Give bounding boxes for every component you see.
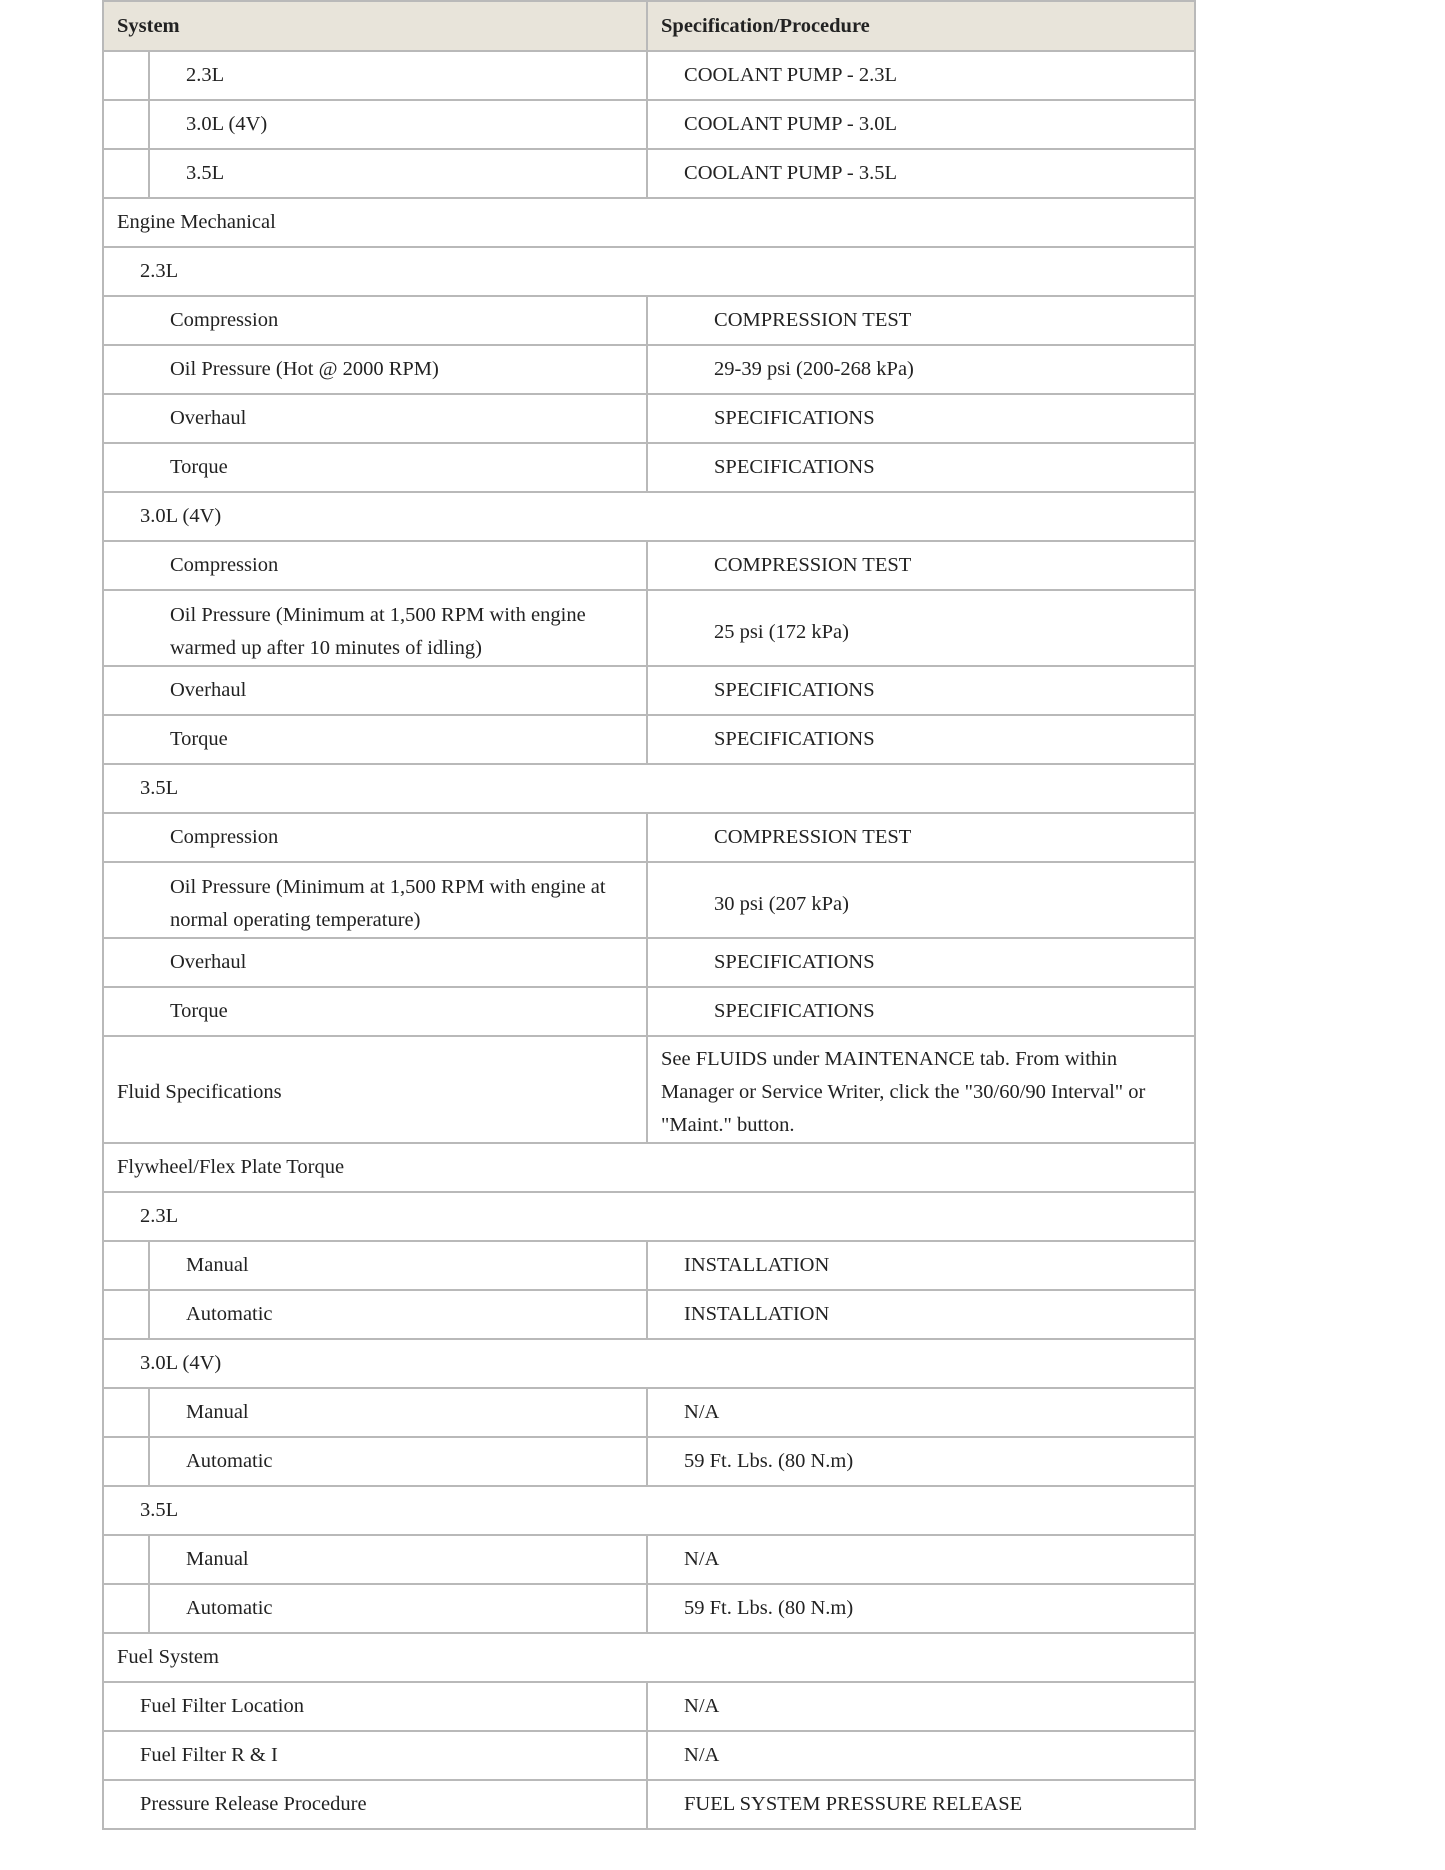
- system-cell: [103, 715, 647, 764]
- table-row: [103, 1682, 1195, 1731]
- row-label: Manual: [186, 1401, 249, 1423]
- row-value: FUEL SYSTEM PRESSURE RELEASE: [684, 1793, 1023, 1815]
- row-label: 3.5L: [186, 162, 225, 184]
- system-cell: [103, 1731, 647, 1780]
- row-label: Torque: [170, 1000, 228, 1022]
- group-label: 3.5L: [140, 1499, 179, 1521]
- group-label: 3.5L: [140, 777, 179, 799]
- spec-cell: [647, 1731, 1195, 1780]
- row-label: Compression: [170, 309, 279, 331]
- spec-cell: [647, 394, 1195, 443]
- row-label: Fuel Filter R & I: [140, 1744, 278, 1766]
- table-row: [103, 394, 1195, 443]
- spec-cell: [647, 590, 1195, 666]
- spec-cell: [647, 666, 1195, 715]
- row-value: SPECIFICATIONS: [714, 407, 875, 429]
- section-header-cell: [103, 1143, 1195, 1192]
- table-row: [103, 987, 1195, 1036]
- table-row: [103, 1437, 1195, 1486]
- spec-cell: [647, 51, 1195, 100]
- spec-cell: [647, 1036, 1195, 1143]
- gutter-cell: [103, 149, 149, 198]
- table-row: [103, 666, 1195, 715]
- row-label: Torque: [170, 456, 228, 478]
- row-label: 3.0L (4V): [186, 113, 268, 135]
- gutter-cell: [103, 1290, 149, 1339]
- group-label: 2.3L: [140, 260, 179, 282]
- spec-cell: [647, 938, 1195, 987]
- system-cell: [103, 443, 647, 492]
- table-row: [103, 247, 1195, 296]
- table-row: [103, 1143, 1195, 1192]
- spec-cell: [647, 1682, 1195, 1731]
- group-label: 3.0L (4V): [140, 505, 222, 527]
- section-label: Flywheel/Flex Plate Torque: [117, 1156, 345, 1178]
- spec-cell: [647, 715, 1195, 764]
- row-label: Pressure Release Procedure: [140, 1793, 367, 1815]
- system-cell: [103, 394, 647, 443]
- section-label: Fuel System: [117, 1646, 219, 1668]
- row-value: COOLANT PUMP - 2.3L: [684, 64, 898, 86]
- table-row: [103, 1486, 1195, 1535]
- table-row: [103, 1241, 1195, 1290]
- row-value: SPECIFICATIONS: [714, 679, 875, 701]
- row-value: COMPRESSION TEST: [714, 554, 912, 576]
- row-value: 29-39 psi (200-268 kPa): [714, 358, 914, 380]
- system-cell: [103, 1036, 647, 1143]
- row-label: 2.3L: [186, 64, 225, 86]
- row-value: N/A: [684, 1744, 720, 1766]
- group-header-cell: [103, 247, 1195, 296]
- row-label: Oil Pressure (Minimum at 1,500 RPM with engine warmed up after 10 minutes of idling): [170, 604, 586, 659]
- row-label: Fluid Specifications: [117, 1081, 282, 1103]
- spec-cell: [647, 813, 1195, 862]
- row-label: Overhaul: [170, 407, 247, 429]
- header-row: [103, 1, 1195, 51]
- table-row: [103, 1633, 1195, 1682]
- group-label: 3.0L (4V): [140, 1352, 222, 1374]
- row-label: Manual: [186, 1548, 249, 1570]
- system-cell: [103, 1682, 647, 1731]
- row-label: Automatic: [186, 1597, 273, 1619]
- gutter-cell: [103, 1437, 149, 1486]
- spec-cell: [647, 1780, 1195, 1829]
- row-value: N/A: [684, 1695, 720, 1717]
- row-label: Manual: [186, 1254, 249, 1276]
- table-row: [103, 813, 1195, 862]
- system-cell: [103, 296, 647, 345]
- spec-cell: [647, 1535, 1195, 1584]
- system-cell: [103, 1780, 647, 1829]
- row-value: N/A: [684, 1401, 720, 1423]
- row-value: 30 psi (207 kPa): [714, 892, 849, 915]
- row-value: N/A: [684, 1548, 720, 1570]
- group-header-cell: [103, 492, 1195, 541]
- system-cell: [103, 813, 647, 862]
- table-row: [103, 149, 1195, 198]
- table-row: [103, 492, 1195, 541]
- spec-cell: [647, 1584, 1195, 1633]
- system-cell: [149, 149, 647, 198]
- gutter-cell: [103, 1584, 149, 1633]
- row-value: INSTALLATION: [684, 1254, 830, 1276]
- spec-cell: [647, 100, 1195, 149]
- row-value: SPECIFICATIONS: [714, 1000, 875, 1022]
- spec-cell: [647, 149, 1195, 198]
- group-header-cell: [103, 1339, 1195, 1388]
- row-value: COMPRESSION TEST: [714, 309, 912, 331]
- section-header-cell: [103, 1633, 1195, 1682]
- section-header-cell: [103, 198, 1195, 247]
- spec-cell: [647, 862, 1195, 938]
- header-spec: Specification/Procedure: [647, 1, 1195, 51]
- gutter-cell: [103, 51, 149, 100]
- table-row: [103, 1339, 1195, 1388]
- row-value: 59 Ft. Lbs. (80 N.m): [684, 1597, 854, 1619]
- system-cell: [103, 987, 647, 1036]
- row-value: SPECIFICATIONS: [714, 951, 875, 973]
- row-label: Oil Pressure (Minimum at 1,500 RPM with engine at normal operating temperature): [170, 876, 606, 931]
- system-cell: [149, 1437, 647, 1486]
- spec-cell: [647, 296, 1195, 345]
- row-value: SPECIFICATIONS: [714, 456, 875, 478]
- header-system: System: [103, 1, 647, 51]
- gutter-cell: [103, 1535, 149, 1584]
- row-label: Automatic: [186, 1303, 273, 1325]
- group-header-cell: [103, 764, 1195, 813]
- system-cell: [103, 938, 647, 987]
- spec-cell: [647, 443, 1195, 492]
- spec-cell: [647, 541, 1195, 590]
- system-cell: [149, 1388, 647, 1437]
- table-row: [103, 1535, 1195, 1584]
- group-header-cell: [103, 1192, 1195, 1241]
- table-row: [103, 443, 1195, 492]
- row-value: 25 psi (172 kPa): [714, 620, 849, 643]
- table-row: [103, 938, 1195, 987]
- table-row: [103, 1036, 1195, 1143]
- table-row: [103, 296, 1195, 345]
- table-row: [103, 1290, 1195, 1339]
- table-row: [103, 1731, 1195, 1780]
- spec-cell: [647, 345, 1195, 394]
- gutter-cell: [103, 1241, 149, 1290]
- row-label: Overhaul: [170, 679, 247, 701]
- table-row: [103, 1780, 1195, 1829]
- specifications-table: [102, 0, 1196, 1830]
- system-cell: [149, 51, 647, 100]
- table-row: [103, 345, 1195, 394]
- row-value: COOLANT PUMP - 3.0L: [684, 113, 898, 135]
- row-label: Compression: [170, 826, 279, 848]
- row-label: Torque: [170, 728, 228, 750]
- table-row: [103, 715, 1195, 764]
- gutter-cell: [103, 1388, 149, 1437]
- group-header-cell: [103, 1486, 1195, 1535]
- table-row: [103, 541, 1195, 590]
- row-value: 59 Ft. Lbs. (80 N.m): [684, 1450, 854, 1472]
- gutter-cell: [103, 100, 149, 149]
- system-cell: [103, 666, 647, 715]
- system-cell: [103, 862, 647, 938]
- row-label: Automatic: [186, 1450, 273, 1472]
- spec-cell: [647, 1388, 1195, 1437]
- system-cell: [149, 1584, 647, 1633]
- table-row: [103, 100, 1195, 149]
- row-label: Fuel Filter Location: [140, 1695, 304, 1717]
- table-row: [103, 764, 1195, 813]
- spec-cell: [647, 1437, 1195, 1486]
- row-value: INSTALLATION: [684, 1303, 830, 1325]
- table-row: [103, 198, 1195, 247]
- spec-cell: [647, 1290, 1195, 1339]
- table-row: [103, 1192, 1195, 1241]
- table-row: [103, 1584, 1195, 1633]
- system-cell: [103, 541, 647, 590]
- table-row: [103, 1388, 1195, 1437]
- table-body: [103, 51, 1195, 1829]
- row-label: Overhaul: [170, 951, 247, 973]
- system-cell: [149, 1290, 647, 1339]
- system-cell: [149, 100, 647, 149]
- row-label: Compression: [170, 554, 279, 576]
- spec-cell: [647, 987, 1195, 1036]
- row-value: COMPRESSION TEST: [714, 826, 912, 848]
- table-row: [103, 862, 1195, 938]
- group-label: 2.3L: [140, 1205, 179, 1227]
- system-cell: [149, 1535, 647, 1584]
- row-label: Oil Pressure (Hot @ 2000 RPM): [170, 358, 439, 380]
- spec-cell: [647, 1241, 1195, 1290]
- system-cell: [149, 1241, 647, 1290]
- system-cell: [103, 345, 647, 394]
- row-value: SPECIFICATIONS: [714, 728, 875, 750]
- section-label: Engine Mechanical: [117, 211, 276, 233]
- row-value: COOLANT PUMP - 3.5L: [684, 162, 898, 184]
- table-row: [103, 51, 1195, 100]
- table-row: [103, 590, 1195, 666]
- row-value: See FLUIDS under MAINTENANCE tab. From within Manager or Service Writer, click the "30/60/90 Interval" or "Maint." button.: [661, 1048, 1146, 1136]
- system-cell: [103, 590, 647, 666]
